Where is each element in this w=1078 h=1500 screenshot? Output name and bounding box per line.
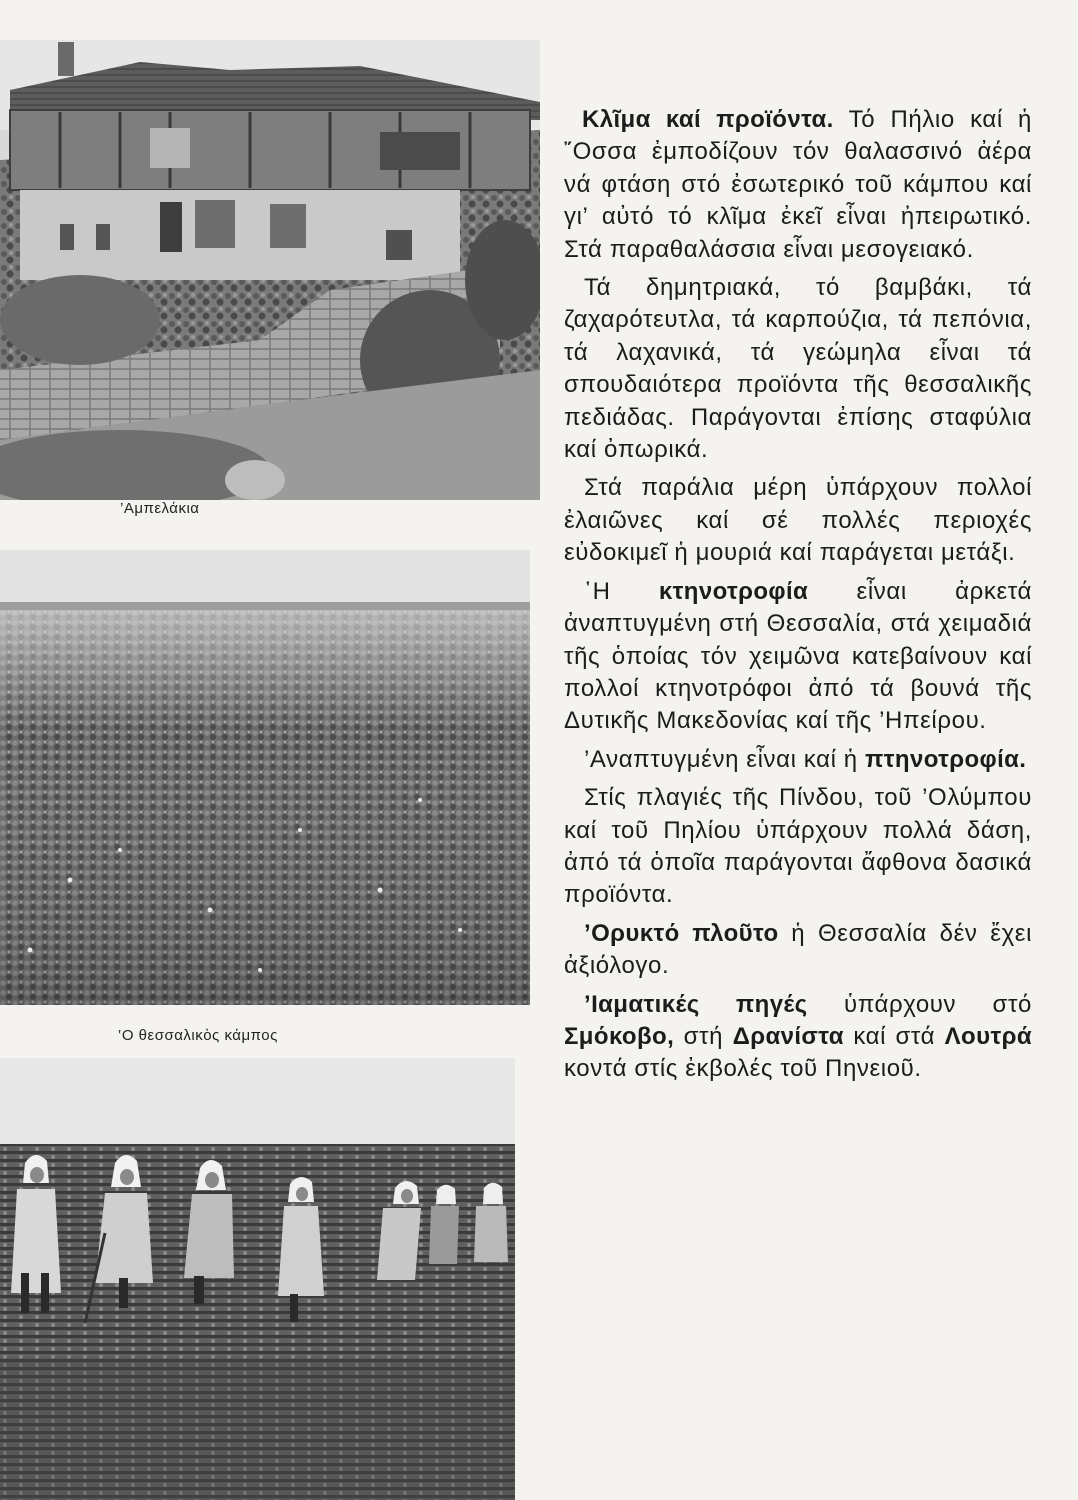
place-dranista: Δρανίστα <box>732 1022 844 1050</box>
heading-climate-products: Κλῖμα καί προϊόντα. <box>582 106 834 133</box>
caption-ambelakia: ’Αμπελάκια <box>120 500 200 517</box>
term-livestock: κτηνοτροφία <box>658 577 809 605</box>
term-springs: ’Ιαματικές πηγές <box>584 990 808 1018</box>
term-poultry: πτηνοτροφία. <box>865 745 1027 773</box>
caption-thessalian-plain: ‛Ο θεσσαλικὸς κάμπος <box>118 1027 278 1044</box>
paragraph-minerals: ’Ορυκτό πλοῦτο ἡ Θεσσαλία δέν ἔχει ἀξιόλογο. <box>564 919 1032 980</box>
paragraph-products: Τά δημητριακά, τό βαμβάκι, τά ζαχαρότευτλα, τά καρπούζια, τά πεπόνια, τά λαχανικά, τά γεώμηλα εἶναι τά σπουδαιότερα προϊόντα τῆς θεσσαλικῆς πεδιάδας. Παράγονται ἐπίσης σταφύλια καί ὀπωρικά. <box>564 274 1032 464</box>
text-column <box>564 104 1032 1354</box>
photo-thessalian-plain <box>0 550 530 1005</box>
place-loutra: Λουτρά <box>944 1022 1032 1050</box>
place-smokovo: Σμόκοβο, <box>564 1022 675 1050</box>
term-minerals: ’Ορυκτό πλοῦτο <box>584 919 779 947</box>
paragraph-climate: Κλῖμα καί προϊόντα. Τό Πήλιο καί ἡ ῎Οσσα ἐμποδίζουν τόν θαλασσινό ἀέρα νά φτάση στό ἐσωτερικό τοῦ κάμπου καί γι’ αὐτό τό κλῖμα ἐκεῖ εἶναι ἠπειρωτικό. Στά παραθαλάσσια εἶναι μεσογειακό. <box>564 106 1032 263</box>
paragraph-livestock: ῾Η κτηνοτροφία εἶναι ἀρκετά ἀναπτυγμένη στή Θεσσαλία, στά χειμαδιά τῆς ὁποίας τόν χειμῶνα κατεβαίνουν καί πολλοί κτηνοτρόφοι ἀπό τά βουνά τῆς Δυτικῆς Μακεδονίας καί τῆς ’Ηπείρου. <box>564 577 1032 735</box>
paragraph-springs: ’Ιαματικές πηγές ὑπάρχουν στό Σμόκοβο, στή Δρανίστα καί στά Λουτρά κοντά στίς ἐκβολές τοῦ Πηνειοῦ. <box>564 990 1032 1083</box>
photo-ambelakia <box>0 40 540 500</box>
paragraph-poultry: ’Αναπτυγμένη εἶναι καί ἡ πτηνοτροφία. <box>584 745 1027 773</box>
paragraph-coast: Στά παράλια μέρη ὑπάρχουν πολλοί ἐλαιῶνες καί σέ πολλές περιοχές εὐδοκιμεῖ ἡ μουριά καί παράγεται μετάξι. <box>564 474 1032 567</box>
paragraph-forests: Στίς πλαγιές τῆς Πίνδου, τοῦ ’Ολύμπου καί τοῦ Πηλίου ὑπάρχουν πολλά δάση, ἀπό τά ὁποῖα παράγονται ἄφθονα δασικά προϊόντα. <box>564 784 1032 909</box>
photo-field-workers <box>0 1058 515 1500</box>
